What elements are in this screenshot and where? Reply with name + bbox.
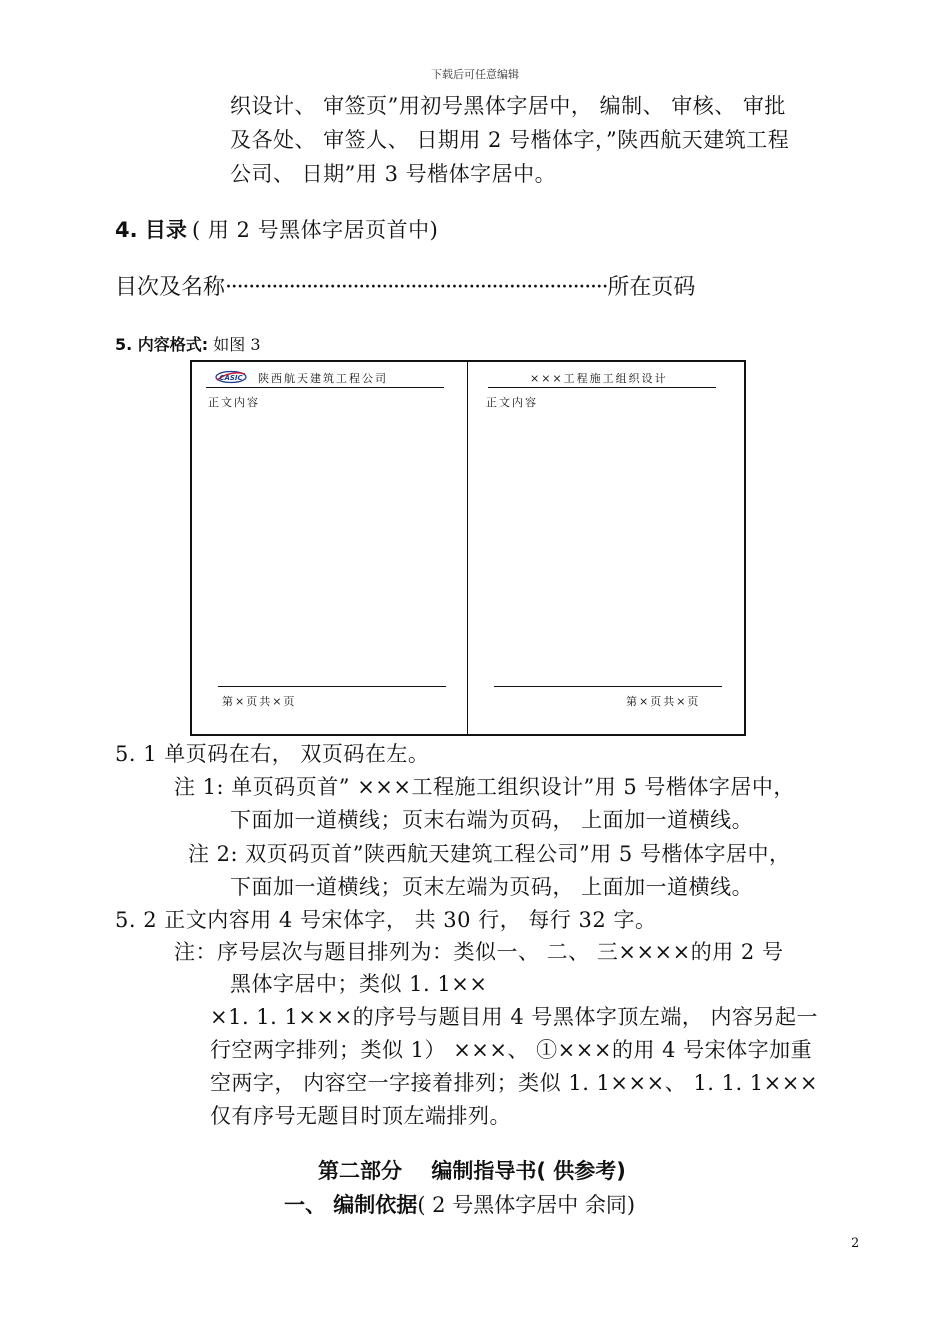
part2-sub-b: ( 2 号黑体字居中 余同)	[417, 1193, 636, 1217]
right-body-label: 正文内容	[486, 396, 538, 409]
left-footer: 第×页共×页	[222, 695, 297, 708]
section5-2-note-line-4: 行空两字排列；类似 1） ×××、 ①×××的用 4 号宋体字加重	[210, 1038, 813, 1062]
left-page-title: 陕西航天建筑工程公司	[258, 372, 388, 385]
section5-heading-row	[115, 332, 261, 355]
section5-2-note-line-3: ×1. 1. 1×××的序号与题目用 4 号黑体字顶左端， 内容另起一	[210, 1005, 819, 1029]
section4-heading-row	[115, 214, 438, 244]
toc-dots: ··································································	[225, 275, 608, 300]
cover-line-1: 织设计、 审签页”用初号黑体字居中， 编制、 审核、 审批	[230, 94, 786, 118]
section5-2-note-line-5: 空两字， 内容空一字接着排列；类似 1. 1×××、 1. 1. 1×××	[210, 1071, 818, 1095]
note1-line-1: 注 1: 单页码页首” ×××工程施工组织设计”用 5 号楷体字居中，	[174, 775, 795, 799]
part2-subtitle	[284, 1189, 635, 1219]
cover-line-3: 公司、 日期”用 3 号楷体字居中。	[230, 162, 557, 186]
left-footer-rule	[218, 686, 446, 687]
section4-heading: 4. 目录	[115, 218, 187, 242]
right-footer: 第×页共×页	[626, 695, 701, 708]
section4-heading-note: ( 用 2 号黑体字居页首中)	[192, 218, 439, 242]
left-body-label: 正文内容	[208, 396, 260, 409]
right-footer-rule	[494, 686, 722, 687]
section5-2-note-line-2: 黑体字居中；类似 1. 1××	[230, 972, 488, 996]
part2-sub-a: 一、 编制依据	[284, 1193, 418, 1217]
note2-line-2: 下面加一道横线；页末左端为页码， 上面加一道横线。	[230, 875, 754, 899]
casic-logo-icon	[214, 368, 248, 386]
part2-title	[318, 1155, 626, 1185]
section5-heading: 5. 内容格式:	[115, 335, 209, 354]
page-layout-figure	[190, 360, 746, 736]
toc-right: 所在页码	[607, 275, 696, 300]
right-page-title: ×××工程施工组织设计	[530, 372, 668, 385]
section5-2-note-line-6: 仅有序号无题目时顶左端排列。	[210, 1104, 511, 1128]
part2-title-a: 第二部分	[318, 1159, 402, 1183]
note2-line-1: 注 2: 双页码页首”陕西航天建筑工程公司”用 5 号楷体字居中，	[188, 842, 791, 866]
section5-heading-note: 如图 3	[213, 335, 261, 354]
note1-line-2: 下面加一道横线；页末右端为页码， 上面加一道横线。	[230, 808, 754, 832]
section5-2-text: 5. 2 正文内容用 4 号宋体字， 共 30 行， 每行 32 字。	[115, 908, 657, 932]
section5-1-text: 5. 1 单页码在右， 双页码在左。	[115, 742, 430, 766]
section5-2-note-line-1: 注：序号层次与题目排列为：类似一、 二、 三××××的用 2 号	[174, 940, 784, 964]
left-header-rule	[206, 387, 444, 388]
page-number: 2	[851, 1236, 860, 1251]
svg-text:CASIC: CASIC	[219, 374, 243, 382]
toc-left: 目次及名称	[115, 275, 226, 300]
figure-divider	[467, 362, 468, 734]
cover-line-2: 及各处、 审签人、 日期用 2 号楷体字，”陕西航天建筑工程	[230, 128, 790, 152]
header-note: 下载后可任意编辑	[431, 68, 519, 81]
part2-title-b: 编制指导书	[431, 1159, 537, 1183]
toc-line	[115, 270, 695, 301]
part2-title-c: ( 供参考)	[536, 1159, 626, 1183]
right-header-rule	[488, 387, 716, 388]
